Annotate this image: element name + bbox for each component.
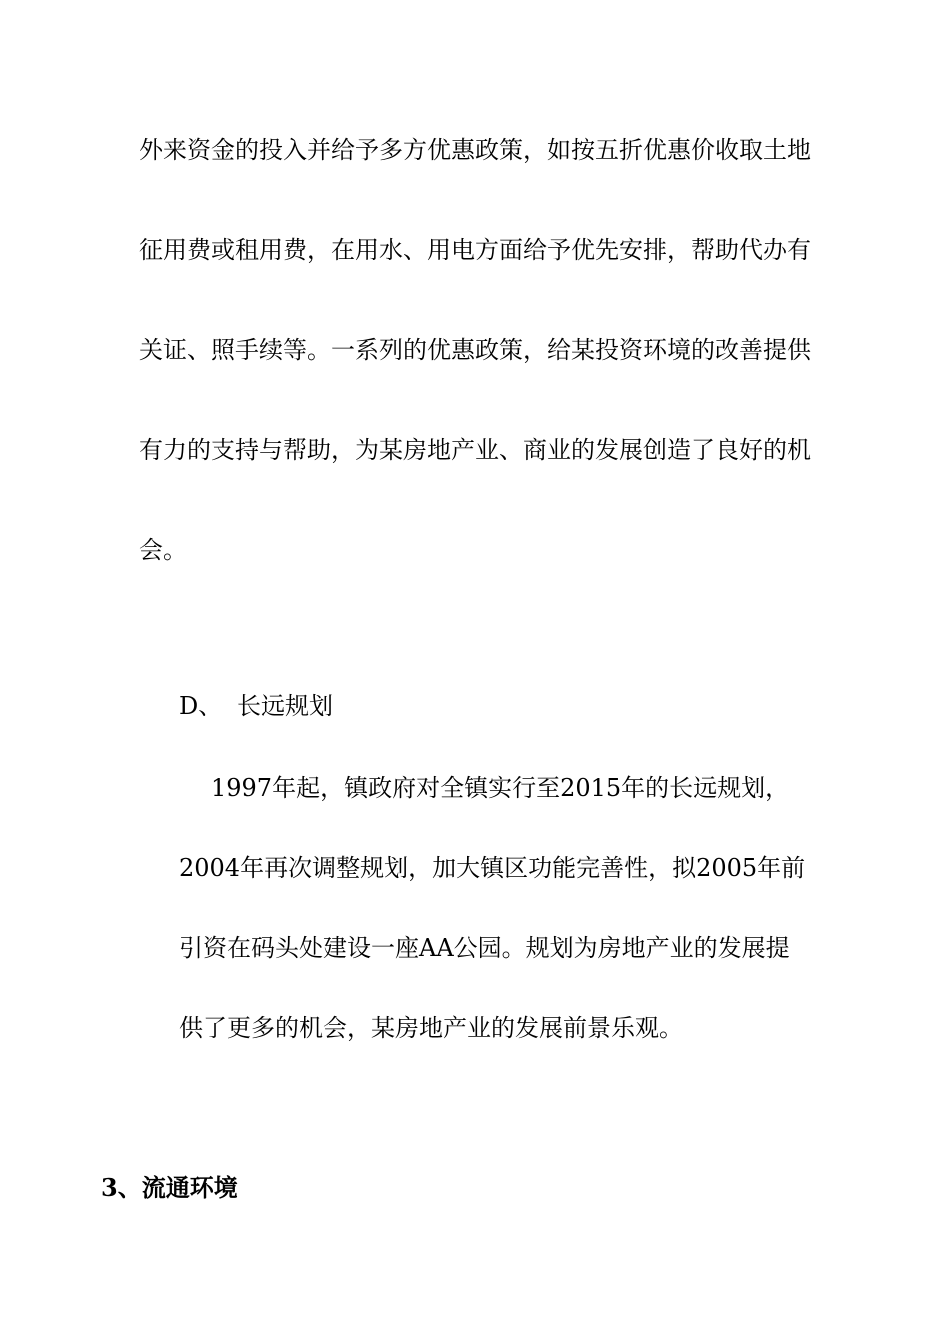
subsection-marker: D、 bbox=[179, 692, 223, 720]
paragraph-line: 有力的支持与帮助，为某房地产业、商业的发展创造了良好的机 bbox=[139, 436, 811, 464]
subsection-title: 长远规划 bbox=[237, 692, 333, 720]
paragraph-line: 供了更多的机会，某房地产业的发展前景乐观。 bbox=[179, 1014, 683, 1042]
paragraph-line: 会。 bbox=[139, 536, 187, 564]
section-heading: 3、流通环境 bbox=[101, 1173, 238, 1202]
paragraph-line: 外来资金的投入并给予多方优惠政策，如按五折优惠价收取土地 bbox=[139, 136, 811, 164]
paragraph-line: 引资在码头处建设一座AA公园。规划为房地产业的发展提 bbox=[179, 934, 790, 962]
paragraph-line: 1997年起，镇政府对全镇实行至2015年的长远规划， bbox=[211, 774, 790, 802]
paragraph-line: 2004年再次调整规划，加大镇区功能完善性，拟2005年前 bbox=[179, 854, 806, 882]
paragraph-line: 征用费或租用费，在用水、用电方面给予优先安排，帮助代办有 bbox=[139, 236, 811, 264]
paragraph-line: 关证、照手续等。一系列的优惠政策，给某投资环境的改善提供 bbox=[139, 336, 811, 364]
